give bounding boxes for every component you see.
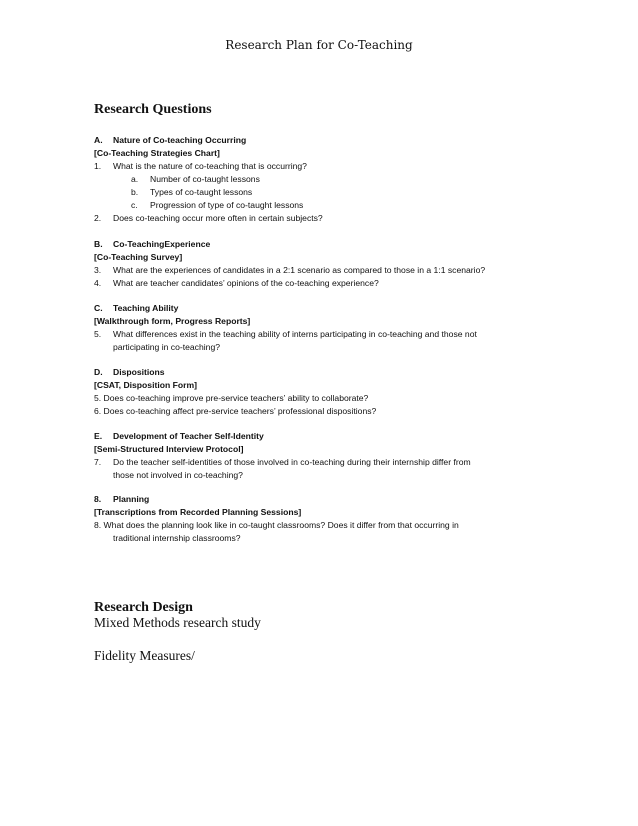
section-d-label: D.: [94, 367, 103, 377]
question-5-number: 5.: [94, 329, 102, 339]
question-3-number: 3.: [94, 265, 102, 275]
research-design-line2: Fidelity Measures/: [94, 648, 195, 663]
question-7: [94, 456, 544, 469]
question-2-text: Does co-teaching occur more often in certain subjects?: [113, 213, 323, 223]
question-1c-text: Progression of type of co-taught lessons: [150, 200, 304, 210]
question-2: [94, 212, 544, 225]
question-4-text: What are teacher candidates’ opinions of the co-teaching experience?: [113, 278, 379, 288]
section-d-instrument: [CSAT, Disposition Form]: [94, 380, 197, 390]
section-a-label: A.: [94, 135, 103, 145]
question-7-continuation: those not involved in co-teaching?: [113, 470, 243, 480]
section-c-title: [94, 302, 544, 315]
section-8-instrument: [Transcriptions from Recorded Planning Sessions]: [94, 507, 302, 517]
question-4-number: 4.: [94, 278, 102, 288]
section-8-title: [94, 493, 544, 506]
research-design-line1: Mixed Methods research study: [94, 615, 261, 630]
question-1: [94, 160, 544, 173]
section-b-title: [94, 238, 544, 251]
section-c-instrument: [Walkthrough form, Progress Reports]: [94, 316, 251, 326]
section-8-label: 8.: [94, 494, 102, 504]
question-1a-text: Number of co-taught lessons: [150, 174, 260, 184]
question-1c-letter: c.: [131, 200, 138, 210]
question-5-continuation: participating in co-teaching?: [113, 342, 221, 352]
question-8-continuation: traditional internship classrooms?: [113, 533, 241, 543]
section-c-label: C.: [94, 303, 103, 313]
section-8-title-text: Planning: [113, 494, 150, 504]
section-e-instrument: [Semi-Structured Interview Protocol]: [94, 444, 244, 454]
question-8: 8. What does the planning look like in co-taught classrooms? Does it differ from that occurring in: [94, 520, 459, 530]
page-title: Research Plan for Co-Teaching: [225, 38, 413, 52]
question-5-text-line1: What differences exist in the teaching ability of interns participating in co-teaching and those not: [113, 329, 477, 339]
question-1a: [131, 173, 581, 186]
question-4: [94, 277, 544, 290]
research-design-heading: Research Design: [94, 600, 193, 615]
question-1b-text: Types of co-taught lessons: [150, 187, 253, 197]
research-questions-heading: Research Questions: [94, 102, 212, 117]
section-a-instrument: [Co-Teaching Strategies Chart]: [94, 148, 220, 158]
question-5-dispositions: 5. Does co-teaching improve pre-service teachers’ ability to collaborate?: [94, 393, 369, 403]
section-a-title: [94, 134, 544, 147]
question-1b-letter: b.: [131, 187, 139, 197]
question-7-text-line1: Do the teacher self-identities of those involved in co-teaching during their internship differ from: [113, 457, 471, 467]
question-6: 6. Does co-teaching affect pre-service teachers’ professional dispositions?: [94, 406, 377, 416]
question-1c: [131, 199, 581, 212]
section-b-label: B.: [94, 239, 103, 249]
question-3-text: What are the experiences of candidates in a 2:1 scenario as compared to those in a 1:1 scenario?: [113, 265, 486, 275]
question-1b: [131, 186, 581, 199]
question-5: [94, 328, 544, 341]
section-d-title: [94, 366, 544, 379]
section-e-label: E.: [94, 431, 103, 441]
section-b-title-text: Co-TeachingExperience: [113, 239, 211, 249]
question-1a-letter: a.: [131, 174, 139, 184]
section-e-title-text: Development of Teacher Self-Identity: [113, 431, 264, 441]
section-c-title-text: Teaching Ability: [113, 303, 179, 313]
question-2-number: 2.: [94, 213, 102, 223]
question-1-number: 1.: [94, 161, 102, 171]
section-a-title-text: Nature of Co-teaching Occurring: [113, 135, 247, 145]
question-3: [94, 264, 544, 277]
question-1-text: What is the nature of co-teaching that is occurring?: [113, 161, 307, 171]
section-d-title-text: Dispositions: [113, 367, 165, 377]
question-7-number: 7.: [94, 457, 102, 467]
section-e-title: [94, 430, 544, 443]
section-b-instrument: [Co-Teaching Survey]: [94, 252, 183, 262]
